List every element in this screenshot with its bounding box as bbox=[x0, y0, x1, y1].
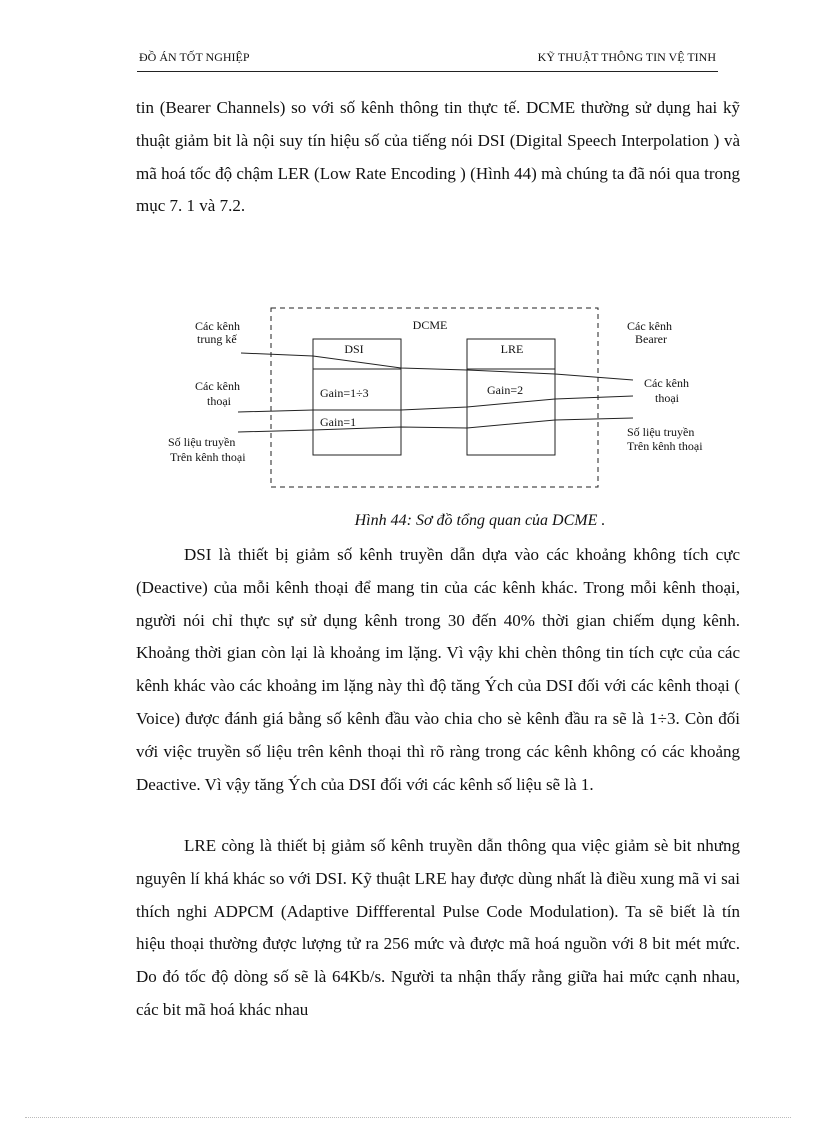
right-bearer-label-2: Bearer bbox=[635, 332, 667, 346]
left-data-label-1: Số liệu truyền bbox=[168, 435, 236, 449]
right-voice-label-1: Các kênh bbox=[644, 376, 689, 390]
right-data-label-2: Trên kênh thoại bbox=[627, 439, 703, 453]
lre-block bbox=[467, 339, 555, 455]
header-right-title: KỸ THUẬT THÔNG TIN VỆ TINH bbox=[537, 50, 716, 64]
paragraph-dsi: DSI là thiết bị giảm số kênh truyền dẫn dựa vào các khoảng không tích cực (Deactive) của mỗi kênh thoại để mang tin của các kênh khác. Trong mỗi kênh thoại, người nói chỉ thực sự sử dụng kênh trong 30 đến 40% thời gian chiếm dụng kênh. Khoảng thời gian còn lại là khoảng im lặng. Vì vậy khi chèn thông tin tích cực của các kênh khác vào các khoảng im lặng này thì độ tăng Ých của DSI đối với các kênh thoại ( Voice) được đánh giá bằng số kênh đầu vào chia cho sè kênh đầu ra sẽ là 1÷3. Còn đối với việc truyền số liệu trên kênh thoại thì rõ ràng trong các kênh không có các khoảng Deactive. Vì vậy tăng Ých của DSI đối với các kênh số liệu sẽ là 1. bbox=[136, 545, 740, 794]
figure-caption-text: Hình 44: Sơ đồ tổng quan của DCME . bbox=[354, 512, 606, 529]
left-voice-label-1: Các kênh bbox=[195, 379, 240, 393]
left-trunk-label-1: Các kênh bbox=[195, 319, 240, 333]
left-voice-label-2: thoại bbox=[207, 394, 231, 408]
left-data-label-2: Trên kênh thoại bbox=[170, 450, 246, 464]
paragraph-lre: LRE còng là thiết bị giảm số kênh truyền dẫn thông qua việc giảm sè bit nhưng nguyên lí khá khác so với DSI. Kỹ thuật LRE hay được dùng nhất là điều xung mã vi sai thích nghi ADPCM (Adaptive Diffferental Pulse Code Modulation). Ta sẽ biết là tín hiệu thoại thường được lượng tử ra 256 mức và được mã hoá nguồn với 8 bit mét mức. Do đó tốc độ dòng số sẽ là 64Kb/s. Người ta nhận thấy rằng giữa hai mức cạnh nhau, các bit mã hoá khác nhau bbox=[136, 836, 740, 1019]
header-left-title: ĐỒ ÁN TỐT NGHIỆP bbox=[139, 50, 250, 64]
trunk-signal-line bbox=[241, 353, 633, 380]
left-trunk-label-2: trung kế bbox=[197, 332, 237, 346]
dsi-label: DSI bbox=[344, 342, 364, 356]
dcme-title: DCME bbox=[412, 318, 448, 332]
figure-caption bbox=[0, 512, 816, 530]
right-data-label-1: Số liệu truyền bbox=[627, 425, 695, 439]
right-voice-label-2: thoại bbox=[655, 391, 679, 405]
page-bottom-rule bbox=[25, 1117, 791, 1118]
data-signal-line bbox=[238, 418, 633, 432]
dsi-gain-voice: Gain=1÷3 bbox=[320, 386, 369, 400]
paragraph-intro: tin (Bearer Channels) so với số kênh thông tin thực tế. DCME thường sử dụng hai kỹ thuật giảm bit là nội suy tín hiệu số của tiếng nói DSI (Digital Speech Interpolation ) và mã hoá tốc độ chậm LER (Low Rate Encoding ) (Hình 44) mà chúng ta đã nói qua trong mục 7. 1 và 7.2. bbox=[136, 98, 740, 216]
right-bearer-label-1: Các kênh bbox=[627, 319, 672, 333]
lre-gain: Gain=2 bbox=[487, 383, 524, 397]
voice-signal-line bbox=[238, 396, 633, 412]
lre-label: LRE bbox=[500, 342, 524, 356]
dsi-gain-data: Gain=1 bbox=[320, 415, 357, 429]
